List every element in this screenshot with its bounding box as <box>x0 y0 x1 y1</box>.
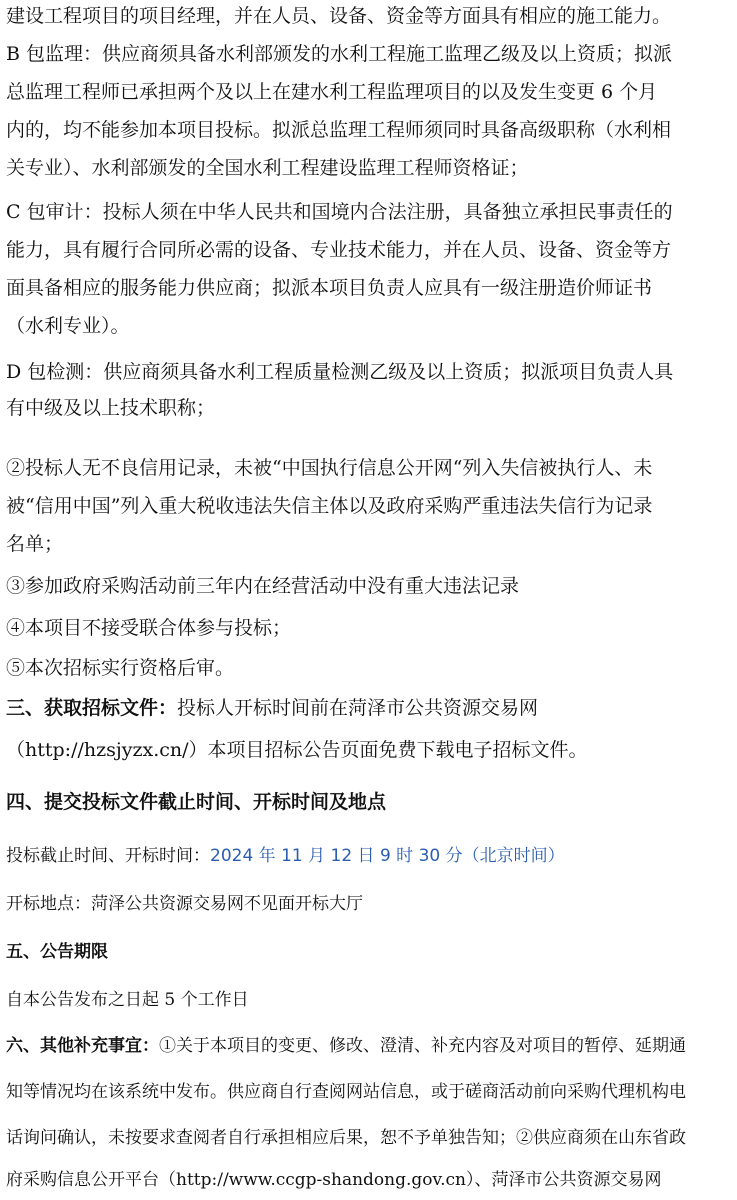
section-3-line <box>6 696 731 720</box>
deadline-label: 投标截止时间、开标时间： <box>6 846 210 866</box>
text-line: 话询问确认，未按要求查阅者自行承担相应后果，恕不予单独告知；②供应商须在山东省政 <box>6 1128 686 1148</box>
section-3-heading: 三、获取招标文件： <box>6 697 178 719</box>
text-line: 能力，具有履行合同所必需的设备、专业技术能力，并在人员、设备、资金等方 <box>6 239 672 261</box>
notice-period: 自本公告发布之日起 5 个工作日 <box>6 990 249 1010</box>
text-line: 面具备相应的服务能力供应商；拟派本项目负责人应具有一级注册造价师证书 <box>6 277 653 299</box>
text-line: D 包检测：供应商须具备水利工程质量检测乙级及以上资质；拟派项目负责人具 <box>6 361 674 383</box>
text-line: 知等情况均在该系统中发布。供应商自行查阅网站信息，或于磋商活动前向采购代理机构电 <box>6 1082 686 1102</box>
section-6-line <box>6 1034 731 1058</box>
opening-location: 开标地点：菏泽公共资源交易网不见面开标大厅 <box>6 894 363 914</box>
deadline-line <box>6 844 731 868</box>
section-5-heading: 五、公告期限 <box>6 942 108 962</box>
text-line: ②投标人无不良信用记录，未被“中国执行信息公开网“列入失信被执行人、未 <box>6 457 653 479</box>
text-line: 名单； <box>6 533 64 555</box>
text-line: B 包监理：供应商须具备水利部颁发的水利工程施工监理乙级及以上资质；拟派 <box>6 43 673 65</box>
text-line: 关专业）、水利部颁发的全国水利工程建设监理工程师资格证； <box>6 157 529 179</box>
text-line: 有中级及以上技术职称； <box>6 397 216 419</box>
text-line: 被“信用中国”列入重大税收违法失信主体以及政府采购严重违法失信行为记录 <box>6 495 653 517</box>
text-line: 总监理工程师已承担两个及以上在建水利工程监理项目的以及发生变更 6 个月 <box>6 81 658 103</box>
text-line: 建设工程项目的项目经理，并在人员、设备、资金等方面具有相应的施工能力。 <box>6 5 672 27</box>
section-6-heading: 六、其他补充事宜： <box>6 1036 159 1056</box>
text-line: 府采购信息公开平台（http://www.ccgp-shandong.gov.cn）、菏泽市公共资源交易网 <box>6 1170 662 1190</box>
text-line: ④本项目不接受联合体参与投标； <box>6 617 292 639</box>
deadline-time: 2024 年 11 月 12 日 9 时 30 分（北京时间） <box>210 846 565 866</box>
section-3-text: 投标人开标时间前在菏泽市公共资源交易网 <box>177 697 539 719</box>
text-line: ⑤本次招标实行资格后审。 <box>6 657 235 679</box>
text-line: （水利专业）。 <box>6 315 130 337</box>
text-line: （http://hzsjyzx.cn/）本项目招标公告页面免费下载电子招标文件。 <box>6 739 588 761</box>
text-line: C 包审计：投标人须在中华人民共和国境内合法注册，具备独立承担民事责任的 <box>6 201 673 223</box>
text-line: 内的，均不能参加本项目投标。拟派总监理工程师须同时具备高级职称（水利相 <box>6 119 672 141</box>
section-6-text: ①关于本项目的变更、修改、澄清、补充内容及对项目的暂停、延期通 <box>159 1036 686 1056</box>
text-line: ③参加政府采购活动前三年内在经营活动中没有重大违法记录 <box>6 575 520 597</box>
section-4-heading: 四、提交投标文件截止时间、开标时间及地点 <box>6 791 387 813</box>
